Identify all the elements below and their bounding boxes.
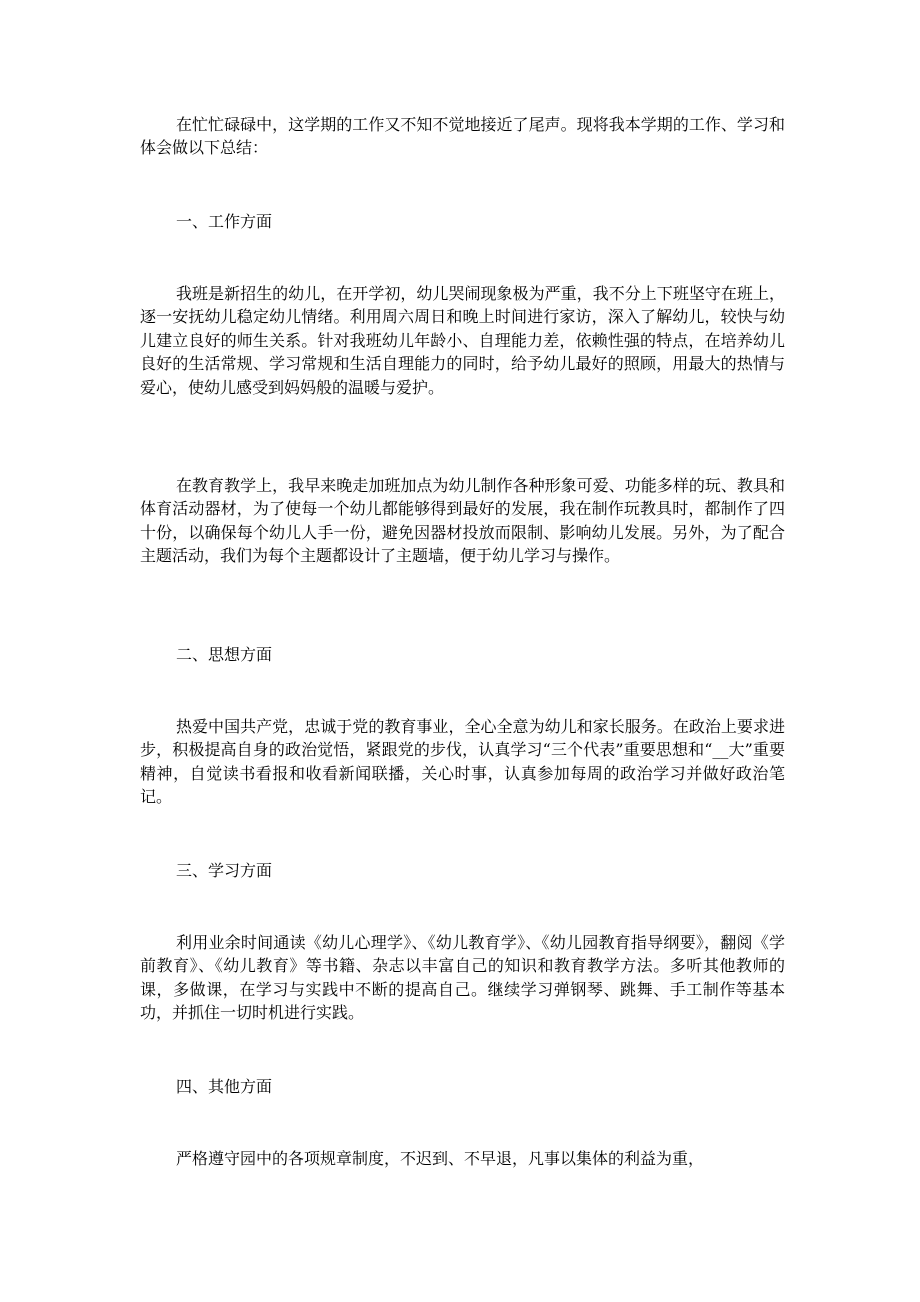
work-paragraph-2: 在教育教学上，我早来晚走加班加点为幼儿制作各种形象可爱、功能多样的玩、教具和体育活动器材，为了使每一个幼儿都能够得到最好的发展，我在制作玩教具时，都制作了四十份，以确保每个幼儿人手一份，避免因器材投放而限制、影响幼儿发展。另外，为了配合主题活动，我们为每个主题都设计了主题墙，便于幼儿学习与操作。 — [140, 476, 785, 566]
section-heading-other: 四、其他方面 — [176, 1077, 273, 1096]
intro-paragraph: 在忙忙碌碌中，这学期的工作又不知不觉地接近了尾声。现将我本学期的工作、学习和体会做以下总结： — [140, 115, 785, 158]
section-heading-work: 一、工作方面 — [176, 212, 273, 231]
section-heading-ideology: 二、思想方面 — [176, 645, 273, 664]
section-heading-study: 三、学习方面 — [176, 861, 273, 880]
other-paragraph: 严格遵守园中的各项规章制度，不迟到、不早退，凡事以集体的利益为重， — [176, 1149, 705, 1168]
ideology-paragraph: 热爱中国共产党，忠诚于党的教育事业，全心全意为幼儿和家长服务。在政治上要求进步，积极提高自身的政治觉悟，紧跟党的步伐，认真学习“三个代表”重要思想和“__大”重要精神，自觉读书看报和收看新闻联播，关心时事，认真参加每周的政治学习并做好政治笔记。 — [140, 717, 785, 807]
work-paragraph-1: 我班是新招生的幼儿，在开学初，幼儿哭闹现象极为严重，我不分上下班坚守在班上，逐一安抚幼儿稳定幼儿情绪。利用周六周日和晚上时间进行家访，深入了解幼儿，较快与幼儿建立良好的师生关系。针对我班幼儿年龄小、自理能力差，依赖性强的特点，在培养幼儿良好的生活常规、学习常规和生活自理能力的同时，给予幼儿最好的照顾，用最大的热情与爱心，使幼儿感受到妈妈般的温暖与爱护。 — [140, 284, 785, 397]
study-paragraph: 利用业余时间通读《幼儿心理学》、《幼儿教育学》、《幼儿园教育指导纲要》，翻阅《学前教育》、《幼儿教育》等书籍、杂志以丰富自己的知识和教育教学方法。多听其他教师的课，多做课，在学习与实践中不断的提高自己。继续学习弹钢琴、跳舞、手工制作等基本功，并抓住一切时机进行实践。 — [140, 933, 785, 1023]
